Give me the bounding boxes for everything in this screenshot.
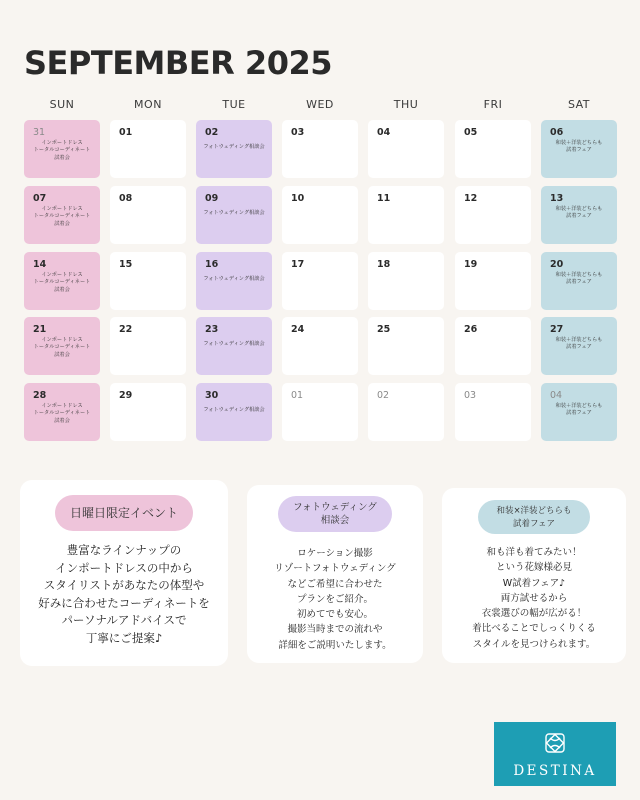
sunday-event-title: 日曜日限定イベント: [55, 495, 193, 531]
day-event-label: インポートドレス トータルコーディネート 試着会: [33, 140, 91, 161]
weekday-fri: FRI: [483, 98, 503, 111]
calendar-day-cell[interactable]: [110, 252, 186, 310]
calendar-day-cell[interactable]: [455, 186, 531, 244]
day-event-label: 和装＋洋装どちらも 試着フェア: [555, 206, 603, 220]
photo-wedding-card: [247, 485, 423, 663]
weekday-wed: WED: [306, 98, 334, 111]
day-event-label: フォトウェディング相談会: [203, 276, 265, 282]
calendar-day-cell[interactable]: [196, 317, 272, 375]
day-number: 02: [205, 127, 219, 138]
day-number: 27: [550, 324, 564, 335]
day-number: 20: [550, 259, 564, 270]
day-number: 18: [377, 259, 391, 270]
weekday-sun: SUN: [49, 98, 75, 111]
calendar-day-cell[interactable]: [110, 186, 186, 244]
day-number: 06: [550, 127, 564, 138]
calendar-day-cell[interactable]: [110, 317, 186, 375]
calendar-day-cell[interactable]: [24, 186, 100, 244]
calendar-day-cell[interactable]: [24, 120, 100, 178]
day-number: 11: [377, 193, 391, 204]
weekday-header: [24, 98, 617, 114]
brand-name: DESTINA: [513, 763, 597, 779]
calendar-day-cell[interactable]: [282, 383, 358, 441]
calendar-day-cell[interactable]: [110, 383, 186, 441]
sunday-event-description: 豊富なラインナップの インポートドレスの中から スタイリストがあなたの体型や 好みに合わせたコーディネートを パーソナルアドバイスで 丁寧にご提案♪: [38, 543, 210, 645]
day-number: 01: [291, 390, 304, 401]
calendar-day-cell[interactable]: [282, 120, 358, 178]
weekday-thu: THU: [393, 98, 419, 111]
day-number: 23: [205, 324, 219, 335]
calendar-day-cell[interactable]: [110, 120, 186, 178]
weekday-sat: SAT: [567, 98, 591, 111]
calendar-day-cell[interactable]: [196, 383, 272, 441]
calendar-day-cell[interactable]: [24, 252, 100, 310]
day-event-label: 和装＋洋装どちらも 試着フェア: [555, 140, 603, 154]
day-number: 30: [205, 390, 219, 401]
kimono-dress-card: [442, 488, 626, 663]
weekday-tue: TUE: [222, 98, 246, 111]
calendar-day-cell[interactable]: [368, 317, 444, 375]
day-event-label: インポートドレス トータルコーディネート 試着会: [33, 337, 91, 358]
day-number: 03: [464, 390, 477, 401]
day-number: 04: [377, 127, 391, 138]
calendar-day-cell[interactable]: [541, 317, 617, 375]
calendar-day-cell[interactable]: [24, 383, 100, 441]
day-number: 13: [550, 193, 564, 204]
calendar-day-cell[interactable]: [368, 383, 444, 441]
day-number: 09: [205, 193, 219, 204]
day-event-label: 和装＋洋装どちらも 試着フェア: [555, 272, 603, 286]
day-number: 02: [377, 390, 390, 401]
day-event-label: フォトウェディング相談会: [203, 210, 265, 216]
calendar-day-cell[interactable]: [282, 186, 358, 244]
calendar-day-cell[interactable]: [282, 317, 358, 375]
page-title: SEPTEMBER 2025: [24, 44, 332, 82]
calendar-day-cell[interactable]: [541, 252, 617, 310]
day-number: 07: [33, 193, 47, 204]
calendar-day-cell[interactable]: [196, 252, 272, 310]
photo-wedding-description: ロケーション撮影 リゾートフォトウェディング などご希望に合わせた プランをご紹介。 初めてでも安心。 撮影当時までの流れや 詳細をご説明いたします。: [274, 548, 396, 651]
calendar-day-cell[interactable]: [455, 252, 531, 310]
day-event-label: インポートドレス トータルコーディネート 試着会: [33, 272, 91, 293]
day-number: 12: [464, 193, 478, 204]
day-number: 25: [377, 324, 391, 335]
calendar-day-cell[interactable]: [541, 383, 617, 441]
calendar-day-cell[interactable]: [541, 186, 617, 244]
calendar-day-cell[interactable]: [455, 383, 531, 441]
day-number: 28: [33, 390, 47, 401]
day-event-label: フォトウェディング相談会: [203, 144, 265, 150]
day-number: 22: [119, 324, 133, 335]
calendar-day-cell[interactable]: [24, 317, 100, 375]
calendar-day-cell[interactable]: [196, 120, 272, 178]
day-number: 10: [291, 193, 305, 204]
day-event-label: インポートドレス トータルコーディネート 試着会: [33, 206, 91, 227]
day-event-label: インポートドレス トータルコーディネート 試着会: [33, 403, 91, 424]
day-number: 21: [33, 324, 47, 335]
calendar-day-cell[interactable]: [196, 186, 272, 244]
day-number: 01: [119, 127, 133, 138]
kimono-dress-title: 和装×洋装どちらも 試着フェア: [478, 500, 590, 534]
day-event-label: 和装＋洋装どちらも 試着フェア: [555, 403, 603, 417]
day-number: 05: [464, 127, 478, 138]
day-number: 29: [119, 390, 133, 401]
day-number: 04: [550, 390, 563, 401]
day-number: 03: [291, 127, 305, 138]
day-event-label: フォトウェディング相談会: [203, 407, 265, 413]
calendar-day-cell[interactable]: [541, 120, 617, 178]
calendar-day-cell[interactable]: [368, 252, 444, 310]
day-number: 15: [119, 259, 133, 270]
weekday-mon: MON: [134, 98, 162, 111]
day-number: 14: [33, 259, 47, 270]
day-event-label: フォトウェディング相談会: [203, 341, 265, 347]
day-number: 24: [291, 324, 305, 335]
kimono-dress-description: 和も洋も着てみたい！ という花嫁様必見 W試着フェア♪ 両方試せるから 衣裳選びの幅が広がる！ 着比べることでしっくりくる スタイルを見つけられます。: [472, 547, 596, 650]
calendar-day-cell[interactable]: [368, 120, 444, 178]
photo-wedding-title: フォトウェディング 相談会: [278, 496, 392, 532]
calendar-day-cell[interactable]: [368, 186, 444, 244]
day-number: 19: [464, 259, 478, 270]
day-number: 17: [291, 259, 305, 270]
day-number: 26: [464, 324, 478, 335]
calendar-grid: [24, 120, 617, 442]
calendar-day-cell[interactable]: [455, 120, 531, 178]
day-number: 16: [205, 259, 219, 270]
ornament-emblem-icon: [541, 729, 569, 757]
calendar-day-cell[interactable]: [455, 317, 531, 375]
day-event-label: 和装＋洋装どちらも 試着フェア: [555, 337, 603, 351]
day-number: 31: [33, 127, 46, 138]
destina-logo: [494, 722, 616, 786]
day-number: 08: [119, 193, 133, 204]
calendar-day-cell[interactable]: [282, 252, 358, 310]
sunday-event-card: [20, 480, 228, 666]
